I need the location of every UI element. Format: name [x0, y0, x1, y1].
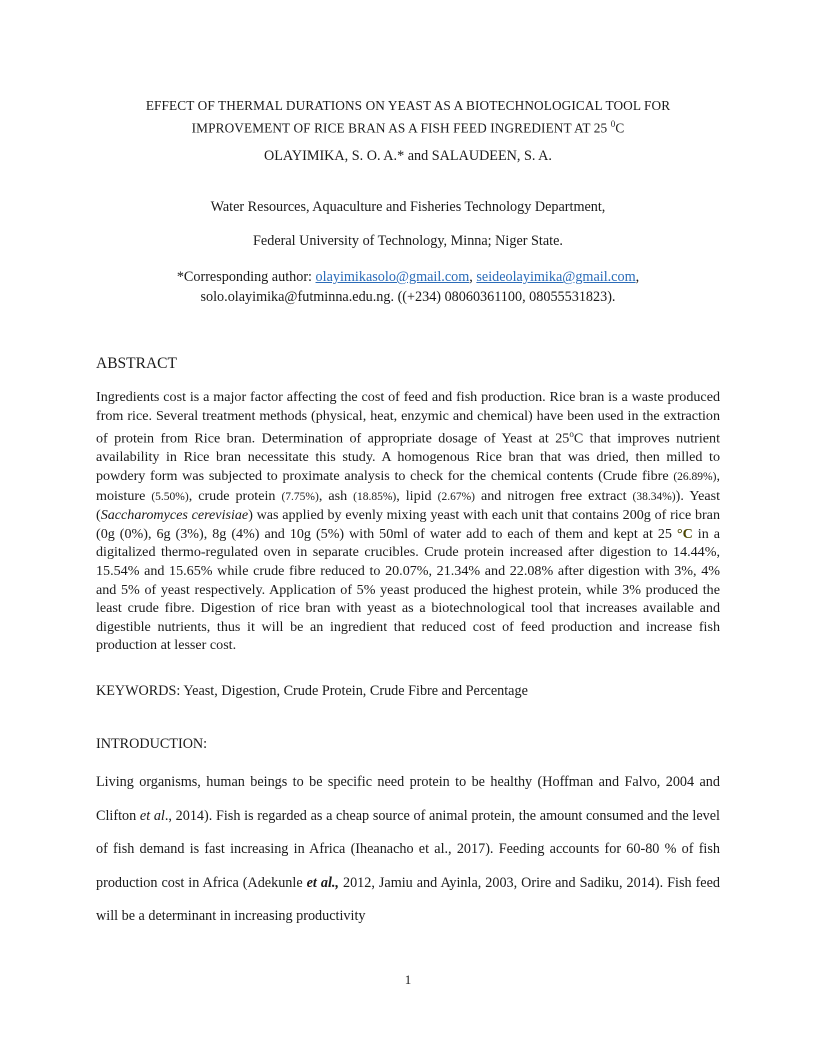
corresponding-line-2: solo.olayimika@futminna.edu.ng. ((+234) 08060361100, 08055531823).	[200, 289, 616, 305]
title-line-1: EFFECT OF THERMAL DURATIONS ON YEAST AS A BIOTECHNOLOGICAL TOOL FOR	[145, 98, 671, 113]
affiliation-department: Water Resources, Aquaculture and Fisheries Technology Department,	[210, 199, 606, 215]
abstract-heading: ABSTRACT	[96, 355, 177, 372]
page-number: 1	[404, 972, 412, 987]
title-degree: 0	[610, 119, 616, 129]
authors: OLAYIMIKA, S. O. A.* and SALAUDEEN, S. A.	[264, 148, 552, 164]
title-line-2: IMPROVEMENT OF RICE BRAN AS A FISH FEED INGREDIENT AT 25 $^0$C	[191, 119, 625, 136]
email-link-2[interactable]: seideolayimika@gmail.com	[476, 269, 636, 285]
keywords: KEYWORDS: Yeast, Digestion, Crude Protein, Crude Fibre and Percentage	[96, 683, 528, 699]
affiliation-university: Federal University of Technology, Minna; Niger State.	[253, 233, 563, 249]
email-link-1[interactable]: olayimikasolo@gmail.com	[315, 269, 470, 285]
abstract-body: Ingredients cost is a major factor affecting the cost of feed and fish production. Rice bran is a waste produced from rice. Several treatment methods (physical, heat, enzymic and chemical) have been used in the extraction of protein from Rice bran. Determination of appropriate dosage of Yeast at 25$^o$C that improves nutrient availability in Rice bran necessitate this study. A homogenous Rice bran that was dried, then milled to powdery form was subjected to proximate analysis to check for the chemical contents (Crude fibre (26.89%), moisture (5.50%), crude protein (7.75%), ash (18.85%), lipid (2.67%) and nitrogen free extract (38.34%)). Yeast (Saccharomyces cerevisiae) was applied by evenly mixing yeast with each unit that contains 200g of rice bran (0g (0%), 6g (3%), 8g (4%) and 10g (5%) with 50ml of water add to each of them and kept at 25 °C in a digitalized thermo-regulated oven in separate crucibles. Crude protein increased after digestion to 14.44%, 15.54% and 15.65% while crude fibre reduced to 20.07%, 21.34% and 22.08% after digestion with 3%, 4% and 5% of yeast respectively. Application of 5% yeast produced the highest protein, while 3% produced the least crude fibre. Digestion of rice bran with yeast as a biotechnological tool that increases available and digestible nutrients, thus it will be an ingredient that reduced cost of feed production and increase fish production at lesser cost.	[96, 389, 721, 654]
paper-title	[96, 96, 720, 137]
introduction-heading: INTRODUCTION:	[96, 736, 208, 752]
title-unit: C	[615, 120, 625, 136]
species-name: Saccharomyces cerevisiae	[100, 507, 249, 524]
degree-celsius: °C	[676, 525, 693, 542]
corresponding-line-1: *Corresponding author: olayimikasolo@gmail.com, seideolayimika@gmail.com,	[176, 269, 640, 285]
introduction-body: Living organisms, human beings to be specific need protein to be healthy (Hoffman and Falvo, 2004 and Clifton et al., 2014). Fish is regarded as a cheap source of animal protein, the amount consumed and the level of fish demand is fast increasing in Africa (Iheanacho et al., 2017). Feeding accounts for 60-80 % of fish production cost in Africa (Adekunle et al., 2012, Jamiu and Ayinla, 2003, Orire and Sadiku, 2014). Fish feed will be a determinant in increasing productivity	[96, 774, 720, 924]
corresponding-author	[96, 267, 720, 307]
